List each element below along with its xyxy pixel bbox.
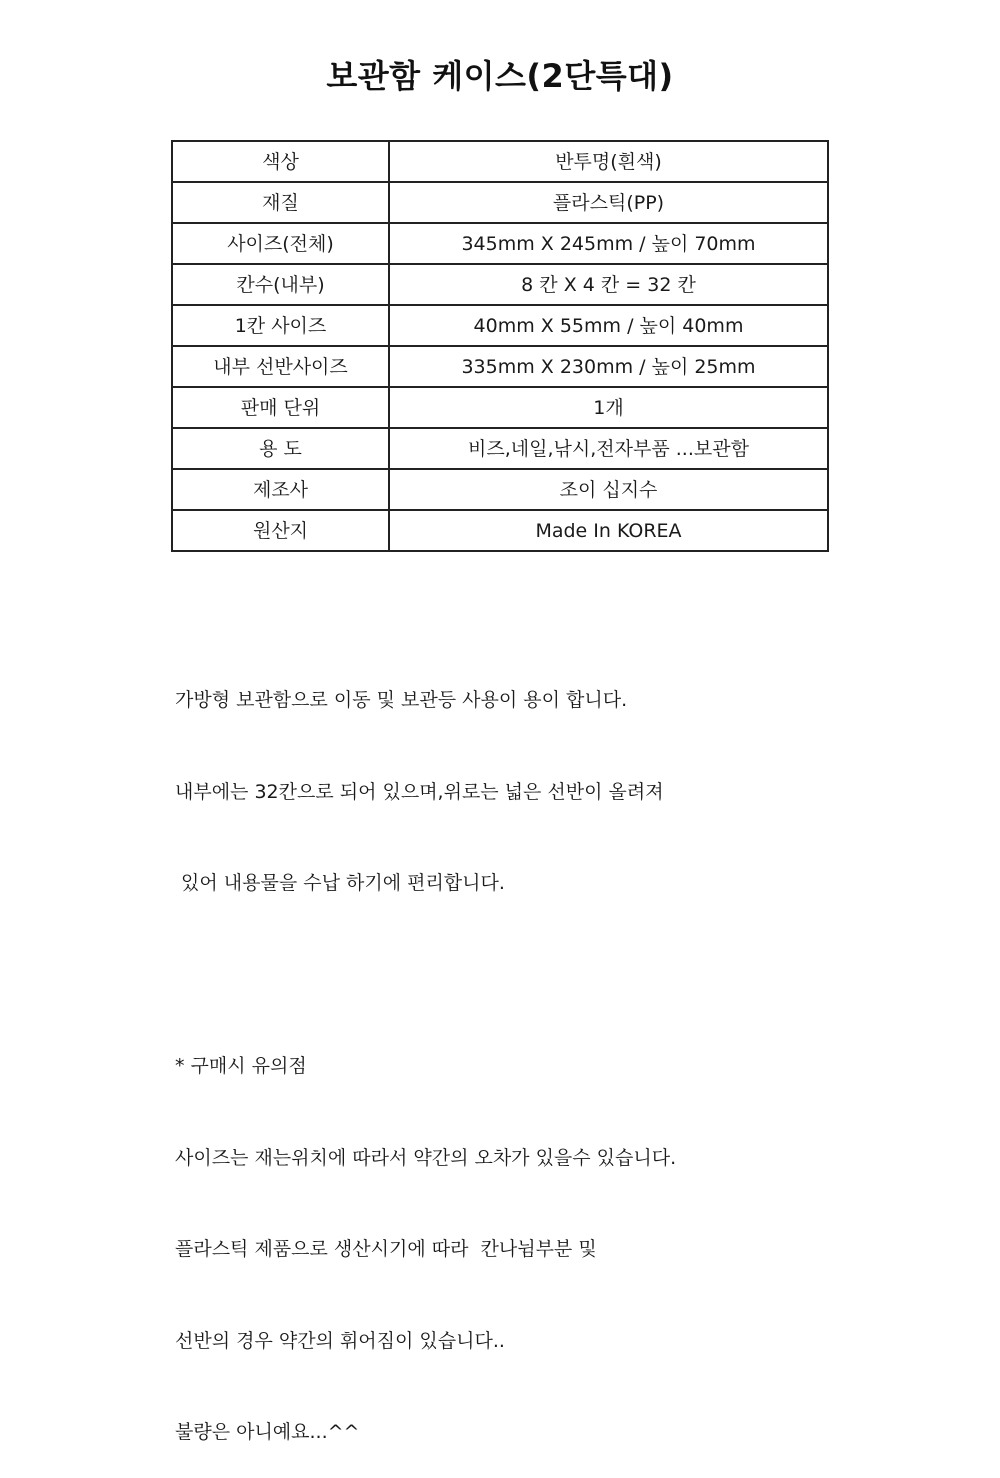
description-line: 내부에는 32칸으로 되어 있으며,위로는 넓은 선반이 올려져 [175, 780, 664, 803]
table-row [172, 387, 828, 428]
caution-line: 선반의 경우 약간의 휘어짐이 있습니다.. [175, 1329, 505, 1352]
spec-label-manufacturer: 제조사 [172, 469, 389, 510]
table-row [172, 141, 828, 182]
spec-value-compartments: 8 칸 X 4 칸 = 32 칸 [389, 264, 828, 305]
table-row [172, 469, 828, 510]
table-row [172, 223, 828, 264]
spacer [175, 960, 875, 991]
description-line: 있어 내용물을 수납 하기에 편리합니다. [175, 872, 505, 894]
spec-label-sales-unit: 판매 단위 [172, 387, 389, 428]
spec-value-color: 반투명(흰색) [389, 141, 828, 182]
table-row [172, 346, 828, 387]
table-row [172, 305, 828, 346]
spec-label-usage: 용 도 [172, 428, 389, 469]
spec-table [171, 140, 829, 552]
caution-heading: * 구매시 유의점 [175, 1055, 307, 1077]
spec-label-cell-size: 1칸 사이즈 [172, 305, 389, 346]
spec-value-size: 345mm X 245mm / 높이 70mm [389, 223, 828, 264]
spec-value-origin: Made In KOREA [389, 510, 828, 551]
description-line: 가방형 보관함으로 이동 및 보관등 사용이 용이 합니다. [175, 689, 628, 711]
spec-label-color: 색상 [172, 141, 389, 182]
spec-label-material: 재질 [172, 182, 389, 223]
spec-value-usage: 비즈,네일,낚시,전자부품 ...보관함 [389, 428, 828, 469]
spec-value-shelf-size: 335mm X 230mm / 높이 25mm [389, 346, 828, 387]
spec-value-sales-unit: 1개 [389, 387, 828, 428]
spec-value-material: 플라스틱(PP) [389, 182, 828, 223]
table-row [172, 510, 828, 551]
page-title: 보관함 케이스(2단특대) [326, 57, 674, 95]
spec-value-manufacturer: 조이 십지수 [389, 469, 828, 510]
spec-value-cell-size: 40mm X 55mm / 높이 40mm [389, 305, 828, 346]
table-row [172, 264, 828, 305]
spec-label-shelf-size: 내부 선반사이즈 [172, 346, 389, 387]
caution-line: 불량은 아니예요...^^ [175, 1421, 360, 1443]
spec-label-origin: 원산지 [172, 510, 389, 551]
table-row [172, 182, 828, 223]
spec-label-size: 사이즈(전체) [172, 223, 389, 264]
caution-line: 플라스틱 제품으로 생산시기에 따라 칸나뉨부분 및 [175, 1238, 597, 1260]
caution-line: 사이즈는 재는위치에 따라서 약간의 오차가 있을수 있습니다. [175, 1146, 677, 1169]
product-notes [175, 624, 875, 1478]
table-row [172, 428, 828, 469]
spec-label-compartments: 칸수(내부) [172, 264, 389, 305]
